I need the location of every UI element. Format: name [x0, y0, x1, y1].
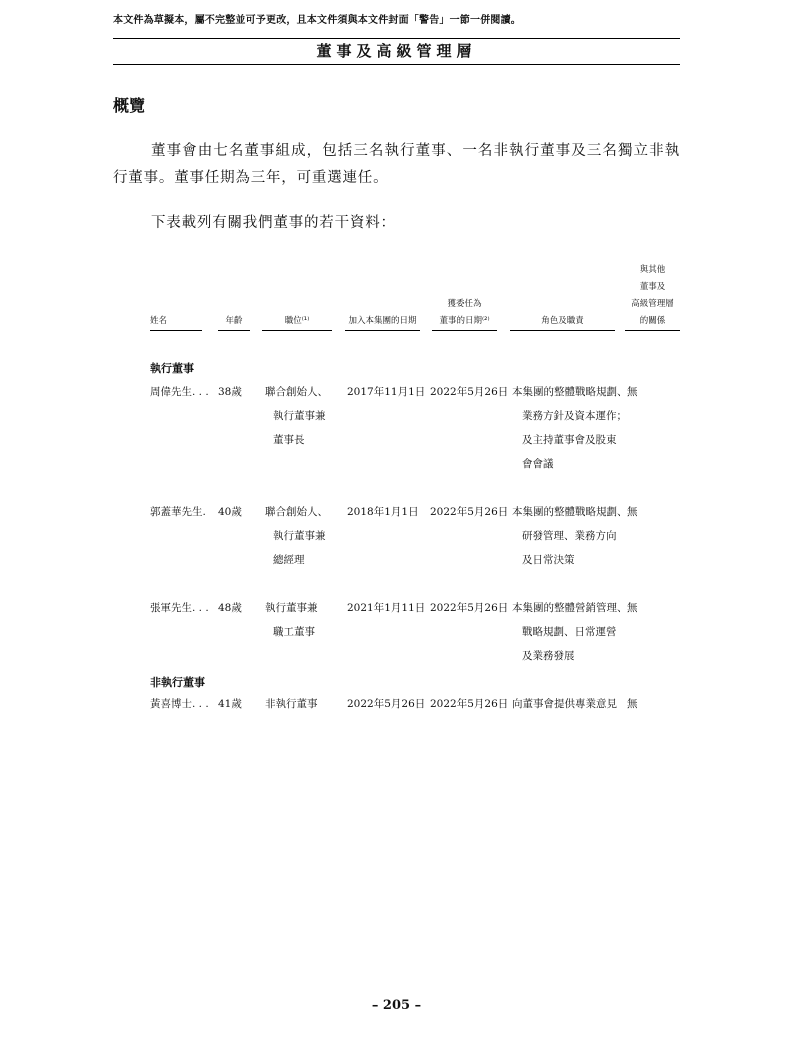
cell-appoint-date: 2022年5月26日 — [430, 506, 509, 518]
cell-role: 及日常決策 — [522, 554, 575, 566]
cell-appoint-date: 2022年5月26日 — [430, 386, 509, 398]
cell-role: 向董事會提供專業意見 — [512, 698, 617, 710]
cell-position: 執行董事兼 — [273, 410, 326, 422]
cell-role: 本集團的整體戰略規劃、 — [512, 386, 628, 398]
cell-role: 業務方針及資本運作； — [522, 410, 627, 422]
cell-position: 總經理 — [273, 554, 305, 566]
cell-join-date: 2021年1月11日 — [347, 602, 426, 614]
page-title: 董事及高級管理層 — [316, 42, 477, 60]
cell-role: 本集團的整體營銷管理、 — [512, 602, 628, 614]
group-executive-directors: 執行董事 — [150, 362, 194, 375]
header-rule — [262, 330, 332, 331]
cell-relationship: 無 — [627, 506, 638, 518]
cell-position: 執行董事兼 — [265, 602, 318, 614]
header-role: 角色及職責 — [541, 316, 584, 326]
cell-age: 41歲 — [218, 698, 242, 710]
header-rule — [345, 330, 420, 331]
cell-relationship: 無 — [627, 602, 638, 614]
cell-position: 聯合創始人、 — [265, 506, 328, 518]
group-non-executive-directors: 非執行董事 — [150, 676, 205, 689]
header-rule — [510, 330, 615, 331]
cell-position: 聯合創始人、 — [265, 386, 328, 398]
header-rule — [625, 330, 680, 331]
overview-paragraph: 董事會由七名董事組成，包括三名執行董事、一名非執行董事及三名獨立非執行董事。董事任期為三年，可重選連任。 — [113, 143, 680, 186]
cell-appoint-date: 2022年5月26日 — [430, 698, 509, 710]
cell-name: 郭蓋華先生. — [150, 506, 206, 518]
cell-relationship: 無 — [627, 698, 638, 710]
page-number: – 205 – — [371, 998, 422, 1013]
page-title-bar — [113, 38, 680, 65]
header-rule — [150, 330, 202, 331]
cell-age: 48歲 — [218, 602, 242, 614]
header-join-date: 加入本集團的日期 — [348, 316, 417, 326]
cell-role: 本集團的整體戰略規劃、 — [512, 506, 628, 518]
header-age: 年齡 — [225, 316, 243, 326]
cell-join-date: 2017年11月1日 — [347, 386, 426, 398]
cell-position: 非執行董事 — [265, 698, 318, 710]
cell-join-date: 2018年1月1日 — [347, 506, 419, 518]
cell-position: 職工董事 — [273, 626, 315, 638]
cell-role: 研發管理、業務方向 — [522, 530, 617, 542]
cell-position: 董事長 — [273, 434, 305, 446]
header-rule — [432, 330, 497, 331]
cell-age: 38歲 — [218, 386, 242, 398]
header-rule — [218, 330, 250, 331]
cell-role: 及業務發展 — [522, 650, 575, 662]
cell-role: 會會議 — [522, 458, 554, 470]
header-relationship-line4: 的關係 — [639, 316, 666, 326]
cell-age: 40歲 — [218, 506, 242, 518]
section-heading: 概覽 — [113, 96, 146, 115]
header-relationship-line2: 董事及 — [639, 282, 666, 292]
cell-appoint-date: 2022年5月26日 — [430, 602, 509, 614]
cell-relationship: 無 — [627, 386, 638, 398]
cell-join-date: 2022年5月26日 — [347, 698, 426, 710]
cell-position: 執行董事兼 — [273, 530, 326, 542]
header-relationship-line3: 高級管理層 — [631, 299, 674, 309]
header-relationship-line1: 與其他 — [639, 265, 666, 275]
header-name: 姓名 — [150, 316, 168, 326]
header-position: 職位⁽¹⁾ — [284, 316, 310, 326]
cell-name: 黃喜博士. . . — [150, 698, 209, 710]
header-appoint-date-line2: 董事的日期⁽²⁾ — [439, 316, 490, 326]
cell-role: 及主持董事會及股東 — [522, 434, 617, 446]
draft-disclaimer: 本文件為草擬本，屬不完整並可予更改，且本文件須與本文件封面「警告」一節一併閱讀。 — [113, 15, 521, 26]
cell-role: 戰略規劃、日常運營 — [522, 626, 617, 638]
cell-name: 張軍先生. . . — [150, 602, 209, 614]
header-appoint-date-line1: 獲委任為 — [447, 299, 482, 309]
table-intro-paragraph: 下表載列有關我們董事的若干資料： — [151, 215, 396, 231]
cell-name: 周偉先生. . . — [150, 386, 209, 398]
